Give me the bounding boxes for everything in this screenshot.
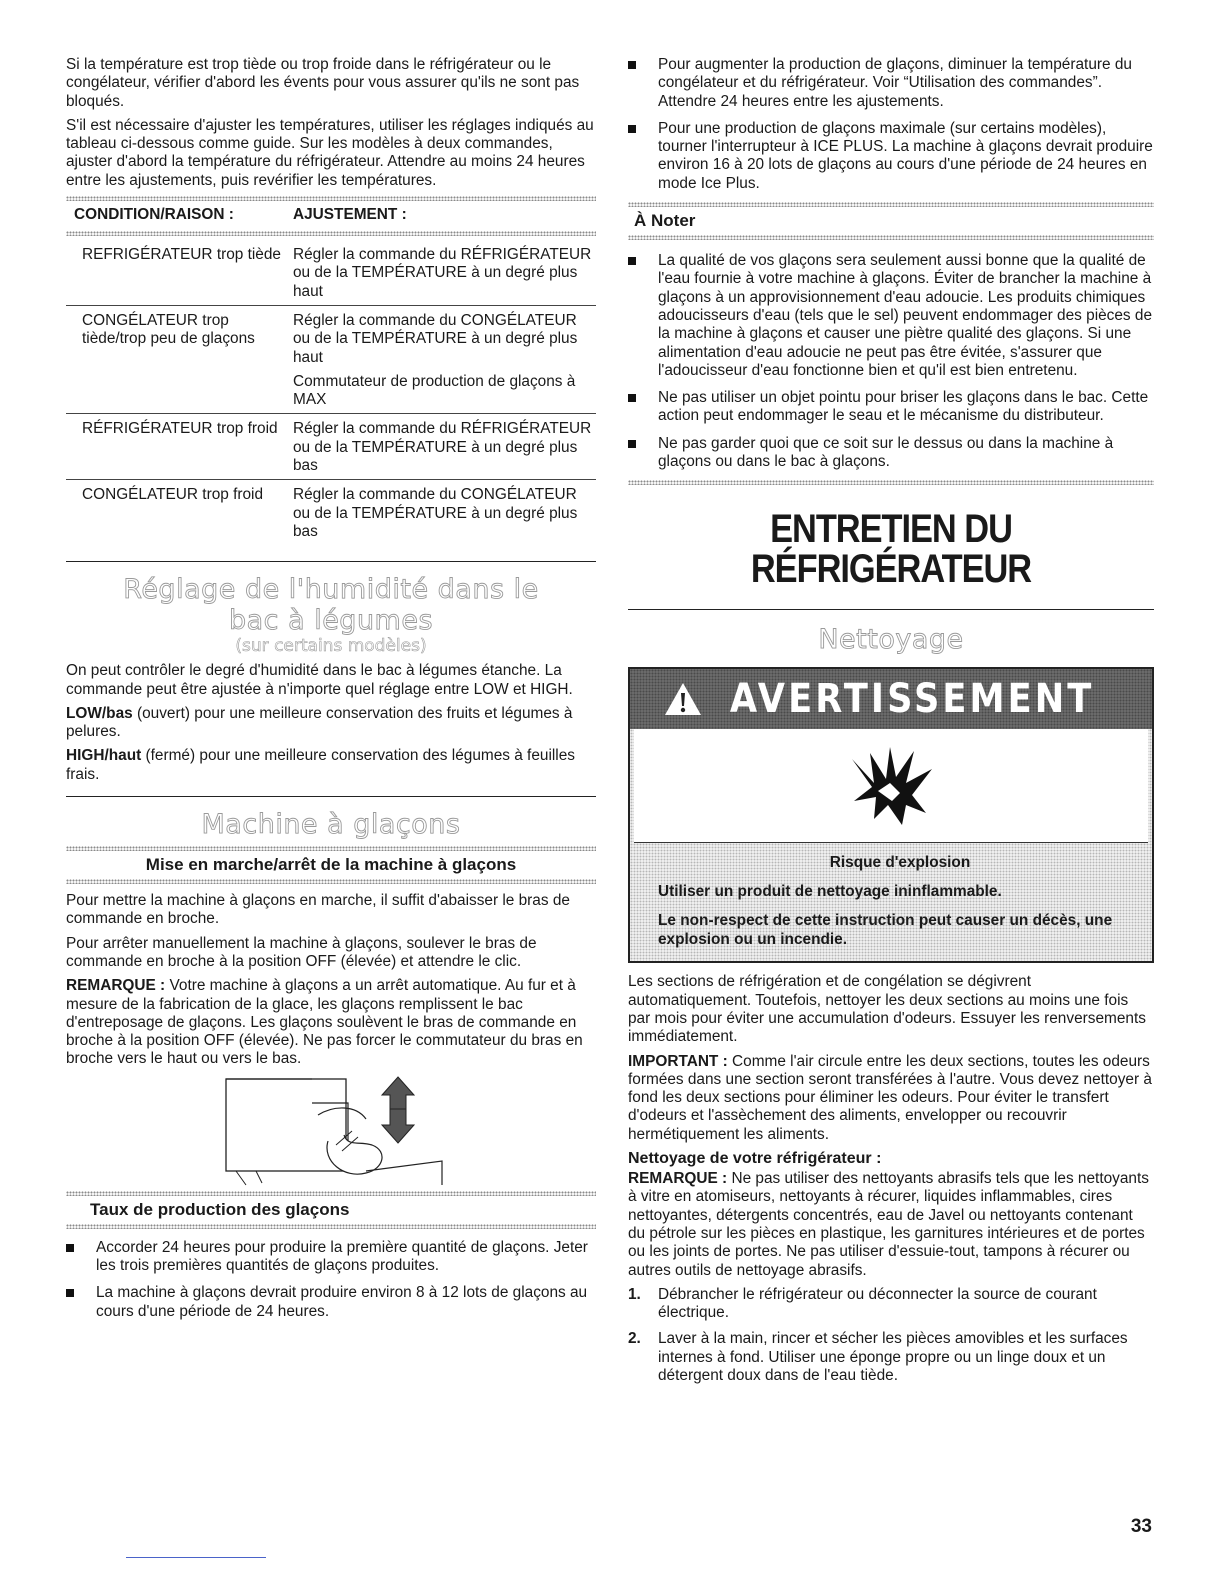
list-item (628, 1286, 1154, 1323)
icemaker-section-title: Machine à glaçons (201, 809, 461, 841)
defrost-paragraph: Les sections de réfrigération et de congélation se dégivrent automatiquement. Toutefois, nettoyer les deux sections au moins une fois par mois pour éviter une accumulation d'odeurs. Essuyer les renversements immédiatement. (628, 973, 1146, 1046)
section-title-line: RÉFRIGÉRATEUR (750, 547, 1032, 592)
step-number: 2. (628, 1330, 641, 1348)
important-label: IMPORTANT : (628, 1052, 728, 1070)
warning-line-1: Utiliser un produit de nettoyage ininflammable. (658, 883, 1002, 901)
warning-line-2: Le non-respect de cette instruction peut causer un décès, une explosion ou un incendie. (658, 912, 1113, 949)
humidity-title-line: bac à légumes (228, 605, 434, 637)
dotted-divider (66, 231, 596, 236)
note-text: Votre machine à glaçons a un arrêt automatique. Au fur et à mesure de la fabrication de la glace, les glaçons remplissent le bac d'entreposage de glaçons. Les glaçons soulèvent le bras de commande en broche à la position OFF (élevée). Ne pas forcer le commutateur du bras en broche vers le haut ou vers le bas. (66, 977, 583, 1068)
table-header-condition: CONDITION/RAISON : (74, 206, 234, 224)
high-text: (fermé) pour une meilleure conservation des légumes à feuilles frais. (66, 747, 575, 783)
left-column (66, 56, 596, 1330)
icemaker-arm-drawing (66, 1075, 596, 1187)
temperature-table (66, 240, 596, 545)
list-item: Pour augmenter la production de glaçons, diminuer la température du congélateur et du réfrigérateur. Voir “Utilisation des commandes”. Attendre 24 heures entre les ajustements. (628, 56, 1154, 111)
list-item: La qualité de vos glaçons sera seulement aussi bonne que la qualité de l'eau fournie à votre machine à glaçons. Éviter de brancher la machine à glaçons à un approvisionnement d'eau adoucie. Les produits chimiques adoucisseurs d'eau (tels que le sel) peuvent endommager des pièces de la machine à glaçons et causer une piètre qualité des glaçons. Si une alimentation d'eau adoucie ne peut pas être évitée, s'assurer que l'adoucisseur d'eau fonctionne bien et qu'il est bien entretenu. (628, 252, 1154, 380)
rate-bullet-list (66, 1239, 596, 1321)
note-heading: À Noter (634, 211, 696, 231)
dotted-divider (628, 202, 1154, 207)
warning-triangle-icon (663, 681, 703, 717)
footer-link-line (126, 1557, 266, 1558)
production-bullet-list (628, 56, 1154, 193)
right-column (628, 56, 1154, 1393)
cleaning-title: Nettoyage (818, 624, 964, 656)
intro-paragraph-1: Si la température est trop tiède ou trop froide dans le réfrigérateur ou le congélateur, vérifier d'abord les évents pour vous assurer qu'ils ne sont pas bloqués. (66, 56, 580, 110)
dotted-divider (66, 196, 596, 201)
icemaker-paragraph-2: Pour arrêter manuellement la machine à glaçons, soulever le bras de commande en broche à la position OFF (élevée) et attendre le clic. (66, 934, 537, 970)
icemaker-note (66, 977, 596, 1068)
remark-label: REMARQUE : (628, 1170, 728, 1188)
warning-header (630, 669, 1152, 729)
intro-paragraph-2: S'il est nécessaire d'ajuster les températures, utiliser les réglages indiqués au tableau ci-dessous comme guide. Sur les modèles à deux commandes, ajuster d'abord la température du réfrigérateur. Attendre au moins 24 heures entre les ajustements, puis revérifier les températures. (66, 116, 594, 189)
table-cell-adjustment-extra: Commutateur de production de glaçons à MAX (293, 372, 576, 409)
table-row (66, 480, 596, 545)
step-text: Débrancher le réfrigérateur ou déconnecter la source de courant électrique. (658, 1285, 1097, 1322)
list-item (628, 1330, 1154, 1385)
table-cell-adjustment: Régler la commande du CONGÉLATEUR ou de la TEMPÉRATURE à un degré plus haut (293, 311, 578, 366)
dotted-divider (66, 1191, 596, 1196)
dotted-divider (628, 480, 1154, 485)
humidity-subtitle: (sur certains modèles) (235, 636, 427, 657)
section-rule (66, 796, 596, 797)
section-rule (628, 609, 1154, 610)
warning-box (628, 667, 1154, 963)
dotted-divider (66, 846, 596, 851)
warning-text (630, 843, 1152, 961)
humidity-title-line: Réglage de l'humidité dans le (123, 574, 539, 606)
list-item: Ne pas utiliser un objet pointu pour briser les glaçons dans le bac. Cette action peut endommager le seau et le mécanisme du distributeur. (628, 389, 1154, 426)
remark-paragraph (628, 1170, 1154, 1280)
section-title (665, 507, 1117, 592)
step-text: Laver à la main, rincer et sécher les pièces amovibles et les surfaces internes à fond. Utiliser une éponge propre ou un linge doux et un détergent doux dans de l'eau tiède. (658, 1330, 1128, 1384)
warning-header-label: AVERTISSEMENT (729, 676, 1095, 723)
high-label: HIGH/haut (66, 747, 142, 765)
dotted-divider (628, 235, 1154, 240)
table-row (66, 240, 596, 306)
humidity-low-paragraph (66, 705, 596, 742)
cleaning-steps (628, 1286, 1154, 1385)
table-cell-adjustment: Régler la commande du RÉFRIGÉRATEUR ou de la TEMPÉRATURE à un degré plus bas (293, 420, 592, 475)
explosion-icon-area (634, 729, 1148, 843)
table-row (66, 306, 596, 414)
low-label: LOW/bas (66, 704, 133, 722)
note-bullet-list (628, 252, 1154, 471)
dotted-divider (66, 879, 596, 884)
note-label: REMARQUE : (66, 977, 166, 995)
table-cell-condition: REFRIGÉRATEUR trop tiède (82, 246, 281, 264)
table-cell-condition: RÉFRIGÉRATEUR trop froid (82, 420, 278, 438)
low-text: (ouvert) pour une meilleure conservation des fruits et légumes à pelures. (66, 704, 573, 741)
table-cell-adjustment: Régler la commande du RÉFRIGÉRATEUR ou de la TEMPÉRATURE à un degré plus haut (293, 246, 592, 300)
rate-heading: Taux de production des glaçons (90, 1199, 350, 1219)
list-item: La machine à glaçons devrait produire environ 8 à 12 lots de glaçons au cours d'une période de 24 heures. (66, 1284, 596, 1321)
table-header (66, 205, 596, 227)
page-number: 33 (1130, 1516, 1152, 1537)
important-paragraph (628, 1053, 1154, 1144)
icemaker-onoff-heading: Mise en marche/arrêt de la machine à glaçons (145, 855, 517, 875)
clean-heading: Nettoyage de votre réfrigérateur : (628, 1150, 882, 1168)
remark-text: Ne pas utiliser des nettoyants abrasifs tels que les nettoyants à vitre en atomiseurs, nettoyants à récurer, liquides inflammables, cires nettoyantes, détergents concentrés, eau de Javel ou nettoyants contenant du pétrole sur les pièces en plastique, les garnitures intérieures et de portes ou les joints de portes. Ne pas utiliser d'essuie-tout, tampons à récurer ou autres outils de nettoyage abrasifs. (628, 1170, 1149, 1279)
list-item: Accorder 24 heures pour produire la première quantité de glaçons. Jeter les trois premières quantités de glaçons produites. (66, 1239, 596, 1276)
table-row (66, 414, 596, 480)
step-number: 1. (628, 1285, 641, 1303)
explosion-icon (846, 743, 936, 829)
icemaker-illustration (66, 1075, 596, 1187)
table-cell-adjustment: Régler la commande du CONGÉLATEUR ou de la TEMPÉRATURE à un degré plus bas (293, 486, 578, 540)
warning-hazard: Risque d'explosion (829, 854, 971, 872)
section-rule (66, 561, 596, 562)
icemaker-paragraph-1: Pour mettre la machine à glaçons en marche, il suffit d'abaisser le bras de commande en broche. (66, 892, 570, 928)
table-cell-condition: CONGÉLATEUR trop tiède/trop peu de glaçons (82, 311, 255, 348)
table-header-adjustment: AJUSTEMENT : (293, 206, 407, 224)
humidity-section-title (66, 574, 596, 636)
dotted-divider (66, 1224, 596, 1229)
list-item: Pour une production de glaçons maximale (sur certains modèles), tourner l'interrupteur à ICE PLUS. La machine à glaçons devrait produire environ 16 à 20 lots de glaçons au cours d'une période de 24 heures en mode Ice Plus. (628, 120, 1154, 193)
humidity-paragraph: On peut contrôler le degré d'humidité dans le bac à légumes étanche. La commande peut être ajustée à n'importe quel réglage entre LOW et HIGH. (66, 662, 573, 698)
table-cell-condition: CONGÉLATEUR trop froid (82, 486, 264, 504)
important-text: Comme l'air circule entre les deux sections, toutes les odeurs formées dans une section seront transférées à l'autre. Vous devez nettoyer à fond les deux sections pour éliminer les odeurs. Pour éviter le transfert d'odeurs et l'assèchement des aliments, envelopper ou recouvrir hermétiquement les aliments. (628, 1052, 1152, 1143)
list-item: Ne pas garder quoi que ce soit sur le dessus ou dans la machine à glaçons ou dans le bac à glaçons. (628, 435, 1154, 472)
humidity-high-paragraph (66, 747, 596, 784)
section-title-line: ENTRETIEN DU (770, 507, 1012, 552)
